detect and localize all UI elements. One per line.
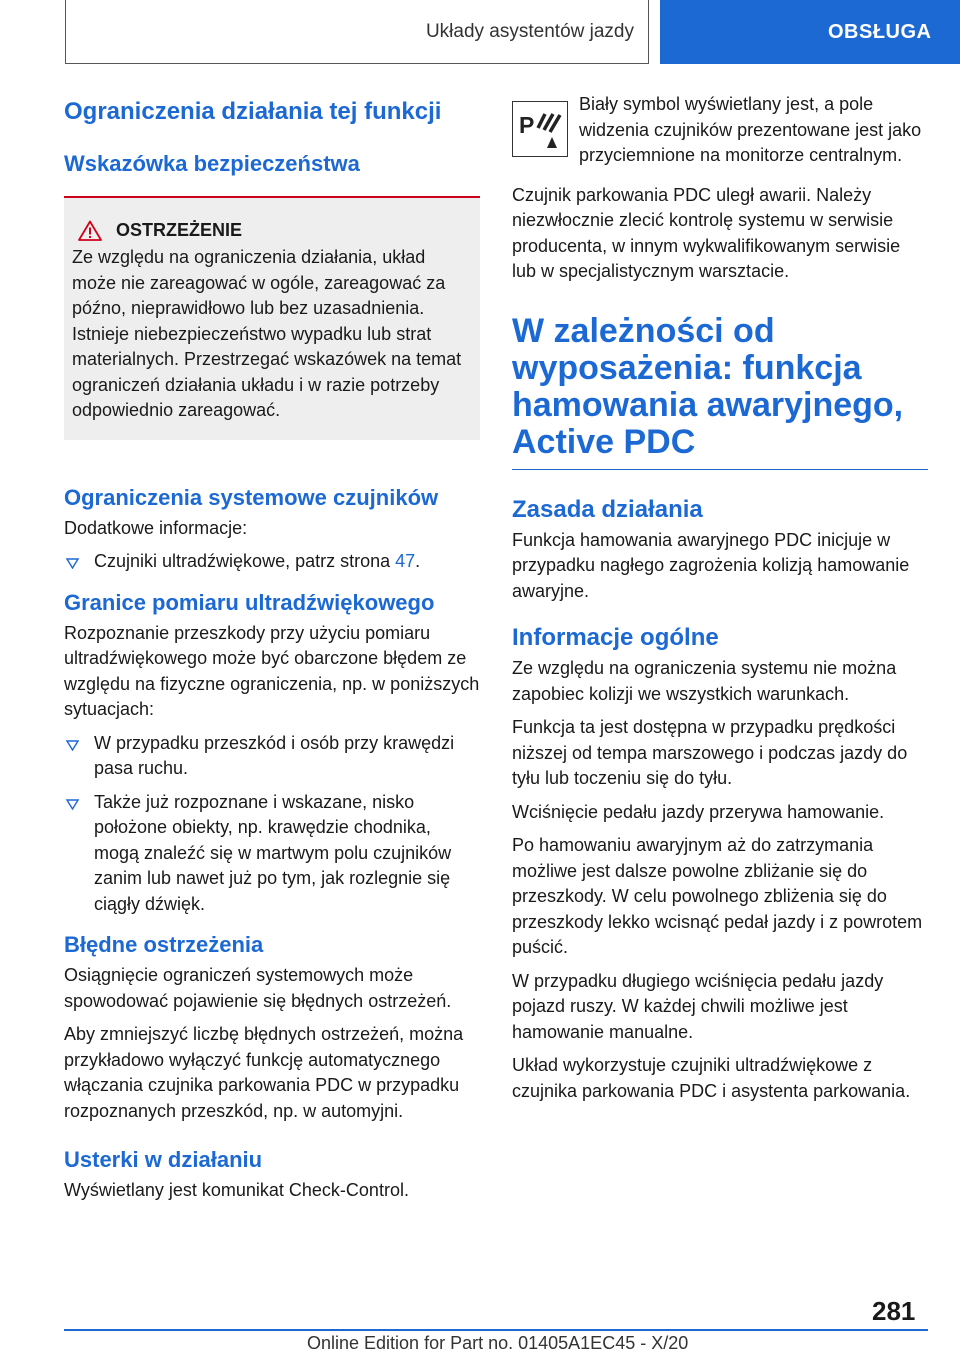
sensor-limits-intro: Dodatkowe informacje: [64,517,248,538]
pdc-symbol-text: Biały symbol wyświetlany jest, a pole widzenia czujników prezentowane jest jako przyciemnione na monitorze centralnym. [579,94,922,165]
warning-triangle-icon [78,220,102,241]
heading-safety-note: Wskazówka bezpieczeństwa [64,151,360,176]
pdc-symbol-row [512,96,928,169]
right-column [512,96,928,1112]
false-warnings-p2: Aby zmniejszyć liczbę błędnych ostrzeżeń, można przykładowo wyłączyć funkcję automatycznego włączania czujnika parkowania PDC w przypadku rozpoznanych przeszkód, np. w automyjni. [64,1024,464,1121]
triangle-bullet-icon [66,558,79,569]
list-item [64,790,480,918]
general-info-p1: Ze względu na ograniczenia systemu nie można zapobiec kolizji we wszystkich warunkach. [512,658,897,704]
heading-false-warnings: Błędne ostrzeżenia [64,932,264,957]
list-item [64,731,480,782]
pdc-parking-sensor-icon [512,101,568,157]
left-column [64,96,480,1212]
heading-principle: Zasada działania [512,495,703,523]
heading-limitations: Ograniczenia działania tej funkcji [64,98,442,125]
general-info-p2: Funkcja ta jest dostępna w przypadku prędkości niższej od tempa marszowego i podczas jazdy do tyłu lub toczeniu się do tyłu. [512,717,908,788]
list-item-text: Czujniki ultradźwiękowe, patrz strona [94,551,396,571]
warning-body: Ze względu na ograniczenia działania, układ może nie zareagować w ogóle, zareagować za późno, nieprawidłowo lub bez uzasadnienia. Istnieje niebezpieczeństwo wypadku lub strat materialnych. Przestrzegać wskazówek na temat ograniczeń działania układu i w razie potrzeby odpowiednio zareagować. [72,247,462,420]
section-title: Układy asystentów jazdy [425,20,634,42]
triangle-bullet-icon [66,799,79,810]
list-item-text: W przypadku przeszkód i osób przy krawędzi pasa ruchu. [94,732,455,778]
list-item-text: Także już rozpoznane i wskazane, nisko położone obiekty, np. krawędzie chodnika, mogą znaleźć się w martwym polu czujników zanim lub nawet już po tym, jak rozlegnie się ciągły dźwięk. [94,791,452,914]
malfunctions-p1: Wyświetlany jest komunikat Check-Control. [64,1180,409,1200]
chapter-tab-label: OBSŁUGA [828,20,932,43]
page-number: 281 [872,1296,916,1326]
footer-edition: Online Edition for Part no. 01405A1EC45 - X/20 [307,1333,689,1353]
heading-ultrasonic-limits: Granice pomiaru ultradźwiękowego [64,589,435,615]
sensor-limits-list [64,549,480,575]
general-info-p6: Układ wykorzystuje czujniki ultradźwiękowe z czujnika parkowania PDC i asystenta parkowania. [512,1055,911,1101]
ultrasonic-limits-list [64,731,480,918]
warning-box [64,196,480,440]
principle-p1: Funkcja hamowania awaryjnego PDC inicjuje w przypadku nagłego zagrożenia kolizją hamowanie awaryjne. [512,529,910,601]
general-info-p3: Wciśnięcie pedału jazdy przerywa hamowanie. [512,801,885,822]
header-chapter-tab[interactable] [660,0,960,64]
svg-text:P: P [519,112,535,138]
heading-sensor-limits: Ograniczenia systemowe czujników [64,484,439,510]
general-info-p5: W przypadku długiego wciśnięcia pedału jazdy pojazd ruszy. W każdej chwili możliwe jest hamowanie manualne. [512,970,884,1042]
heading-malfunctions: Usterki w działaniu [64,1147,263,1172]
footer-divider [64,1329,928,1331]
heading-emergency-braking: W zależności od wyposażenia: funkcja hamowania awaryjnego, Active PDC [512,313,928,470]
list-item-end: . [415,551,421,571]
header-section-title [65,0,649,64]
warning-title [72,220,470,241]
heading-general-info: Informacje ogólne [512,624,719,651]
page-link-47[interactable]: 47 [395,551,416,571]
warning-title-text: OSTRZEŻENIE [116,220,243,240]
general-info-p4: Po hamowaniu awaryjnym aż do zatrzymania możliwe jest dalsze powolne zbliżanie się do przeszkody. W celu powolnego zbliżenia się do przeszkody lekko wcisnąć pedał jazdy i z powrotem puścić. [512,835,923,957]
list-item [64,549,480,575]
ultrasonic-limits-text: Rozpoznanie przeszkody przy użyciu pomiaru ultradźwiękowego może być obarczone błędem ze względu na fizyczne ograniczenia, np. w poniższych sytuacjach: [64,622,480,719]
false-warnings-p1: Osiągnięcie ograniczeń systemowych może spowodować pojawienie się błędnych ostrzeżeń. [64,965,452,1011]
triangle-bullet-icon [66,740,79,751]
pdc-failure-text: Czujnik parkowania PDC uległ awarii. Należy niezwłocznie zlecić kontrolę systemu w serwisie producenta, w innym wykwalifikowanym serwisie lub w specjalistycznym warsztacie. [512,184,901,281]
